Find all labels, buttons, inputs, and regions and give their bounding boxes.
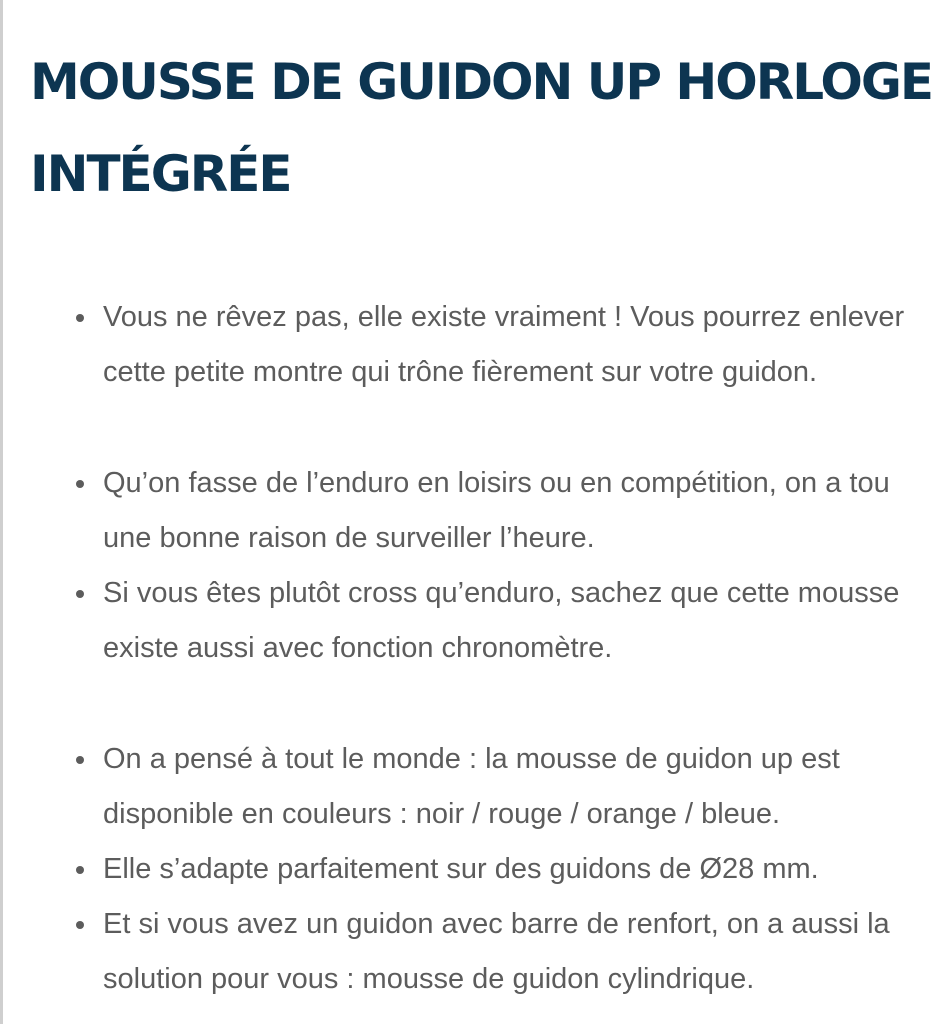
feature-text-line: On a pensé à tout le monde : la mousse de guidon up est [103, 743, 840, 775]
feature-text-line: existe aussi avec fonction chronomètre. [103, 632, 613, 664]
page-title [30, 0, 949, 220]
feature-item-dream [30, 290, 949, 400]
feature-item-enduro [30, 456, 949, 566]
feature-list [30, 290, 949, 1007]
product-description [30, 0, 949, 995]
feature-text-line: Si vous êtes plutôt cross qu’enduro, sachez que cette mousse [103, 577, 900, 609]
bullet-dot-icon [76, 921, 84, 929]
feature-text-line: cette petite montre qui trône fièrement sur votre guidon. [103, 356, 818, 388]
feature-text-line: Et si vous avez un guidon avec barre de renfort, on a aussi la [103, 908, 890, 940]
feature-item-cross [30, 566, 949, 676]
page-title-line-2: INTÉGRÉE [30, 145, 291, 203]
page-title-line-1: MOUSSE DE GUIDON UP HORLOGE [30, 53, 933, 111]
list-spacer [30, 400, 949, 456]
left-border [0, 0, 3, 1024]
feature-item-diameter [30, 842, 949, 897]
feature-text-line: Vous ne rêvez pas, elle existe vraiment ! Vous pourrez enlever [103, 301, 905, 333]
feature-text-line: solution pour vous : mousse de guidon cylindrique. [103, 963, 755, 995]
feature-text-line: disponible en couleurs : noir / rouge / orange / bleue. [103, 798, 781, 830]
bullet-dot-icon [76, 590, 84, 598]
feature-item-reinforcement [30, 897, 949, 1007]
bullet-dot-icon [76, 756, 84, 764]
bullet-dot-icon [76, 480, 84, 488]
feature-item-colors [30, 732, 949, 842]
bullet-dot-icon [76, 866, 84, 874]
list-spacer [30, 676, 949, 732]
feature-text-line: Qu’on fasse de l’enduro en loisirs ou en compétition, on a tou [103, 467, 890, 499]
feature-text-line: une bonne raison de surveiller l’heure. [103, 522, 595, 554]
feature-text-line: Elle s’adapte parfaitement sur des guidons de Ø28 mm. [103, 853, 819, 885]
bullet-dot-icon [76, 314, 84, 322]
